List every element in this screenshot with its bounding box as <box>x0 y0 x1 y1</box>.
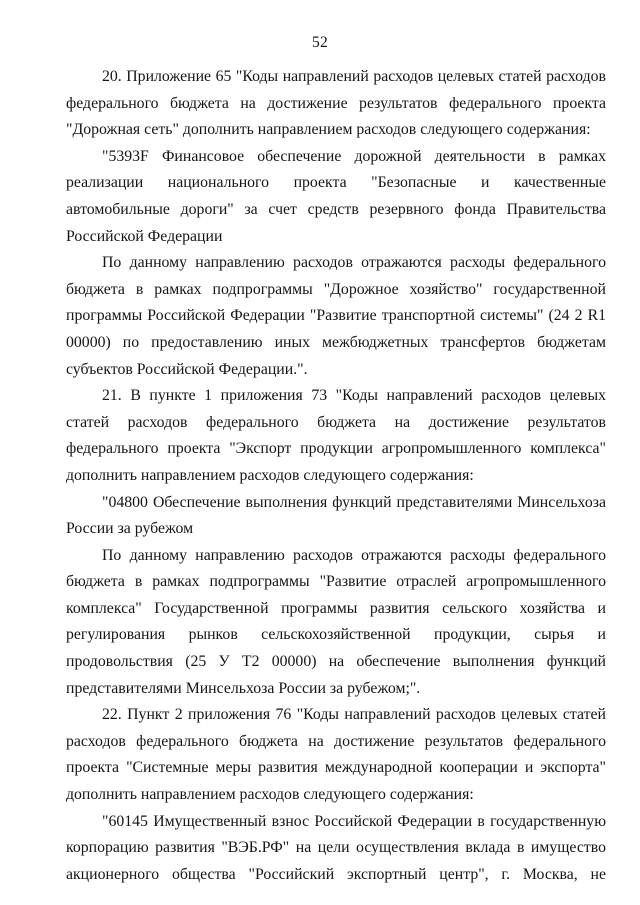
paragraph-item-22: 22. Пункт 2 приложения 76 "Коды направлений расходов целевых статей расходов федерального бюджета на достижение результатов федерального проекта "Системные меры развития международной кооперации и экспорта" дополнить направлением расходов следующего содержания: <box>66 706 606 804</box>
paragraph-code-04800: "04800 Обеспечение выполнения функций представителями Минсельхоза России за рубежом <box>66 493 606 538</box>
page-number: 52 <box>311 34 329 51</box>
paragraph-code-60145: "60145 Имущественный взнос Российской Федерации в государственную корпорацию развития "ВЭБ.РФ" на цели осуществления вклада в имущество акционерного общества "Российский экспортный центр", г. Москва, не <box>66 812 606 883</box>
paragraph-description-5393f: По данному направлению расходов отражаются расходы федерального бюджета в рамках подпрограммы "Дорожное хозяйство" государственной программы Российской Федерации "Развитие транспортной системы" (24 2 R1 00000) по предоставлению иных межбюджетных трансфертов бюджетам субъектов Российской Федерации.". <box>66 254 606 378</box>
paragraph-item-21: 21. В пункте 1 приложения 73 "Коды направлений расходов целевых статей расходов федерального бюджета на достижение результатов федерального проекта "Экспорт продукции агропромышленного комплекса" дополнить направлением расходов следующего содержания: <box>66 387 606 484</box>
paragraph-item-20: 20. Приложение 65 "Коды направлений расходов целевых статей расходов федерального бюджета на достижение результатов федерального проекта "Дорожная сеть" дополнить направлением расходов следующего содержания: <box>66 68 606 139</box>
paragraph-code-5393f: "5393F Финансовое обеспечение дорожной деятельности в рамках реализации национального проекта "Безопасные и качественные автомобильные дороги" за счет средств резервного фонда Правительства Российской Федерации <box>66 147 606 245</box>
document-body <box>66 64 606 888</box>
paragraph-description-04800: По данному направлению расходов отражаются расходы федерального бюджета в рамках подпрограммы "Развитие отраслей агропромышленного комплекса" Государственной программы развития сельского хозяйства и регулирования рынков сельскохозяйственной продукции, сырья и продовольствия (25 У Т2 00000) на обеспечение выполнения функций представителями Минсельхоза России за рубежом;". <box>66 546 606 697</box>
